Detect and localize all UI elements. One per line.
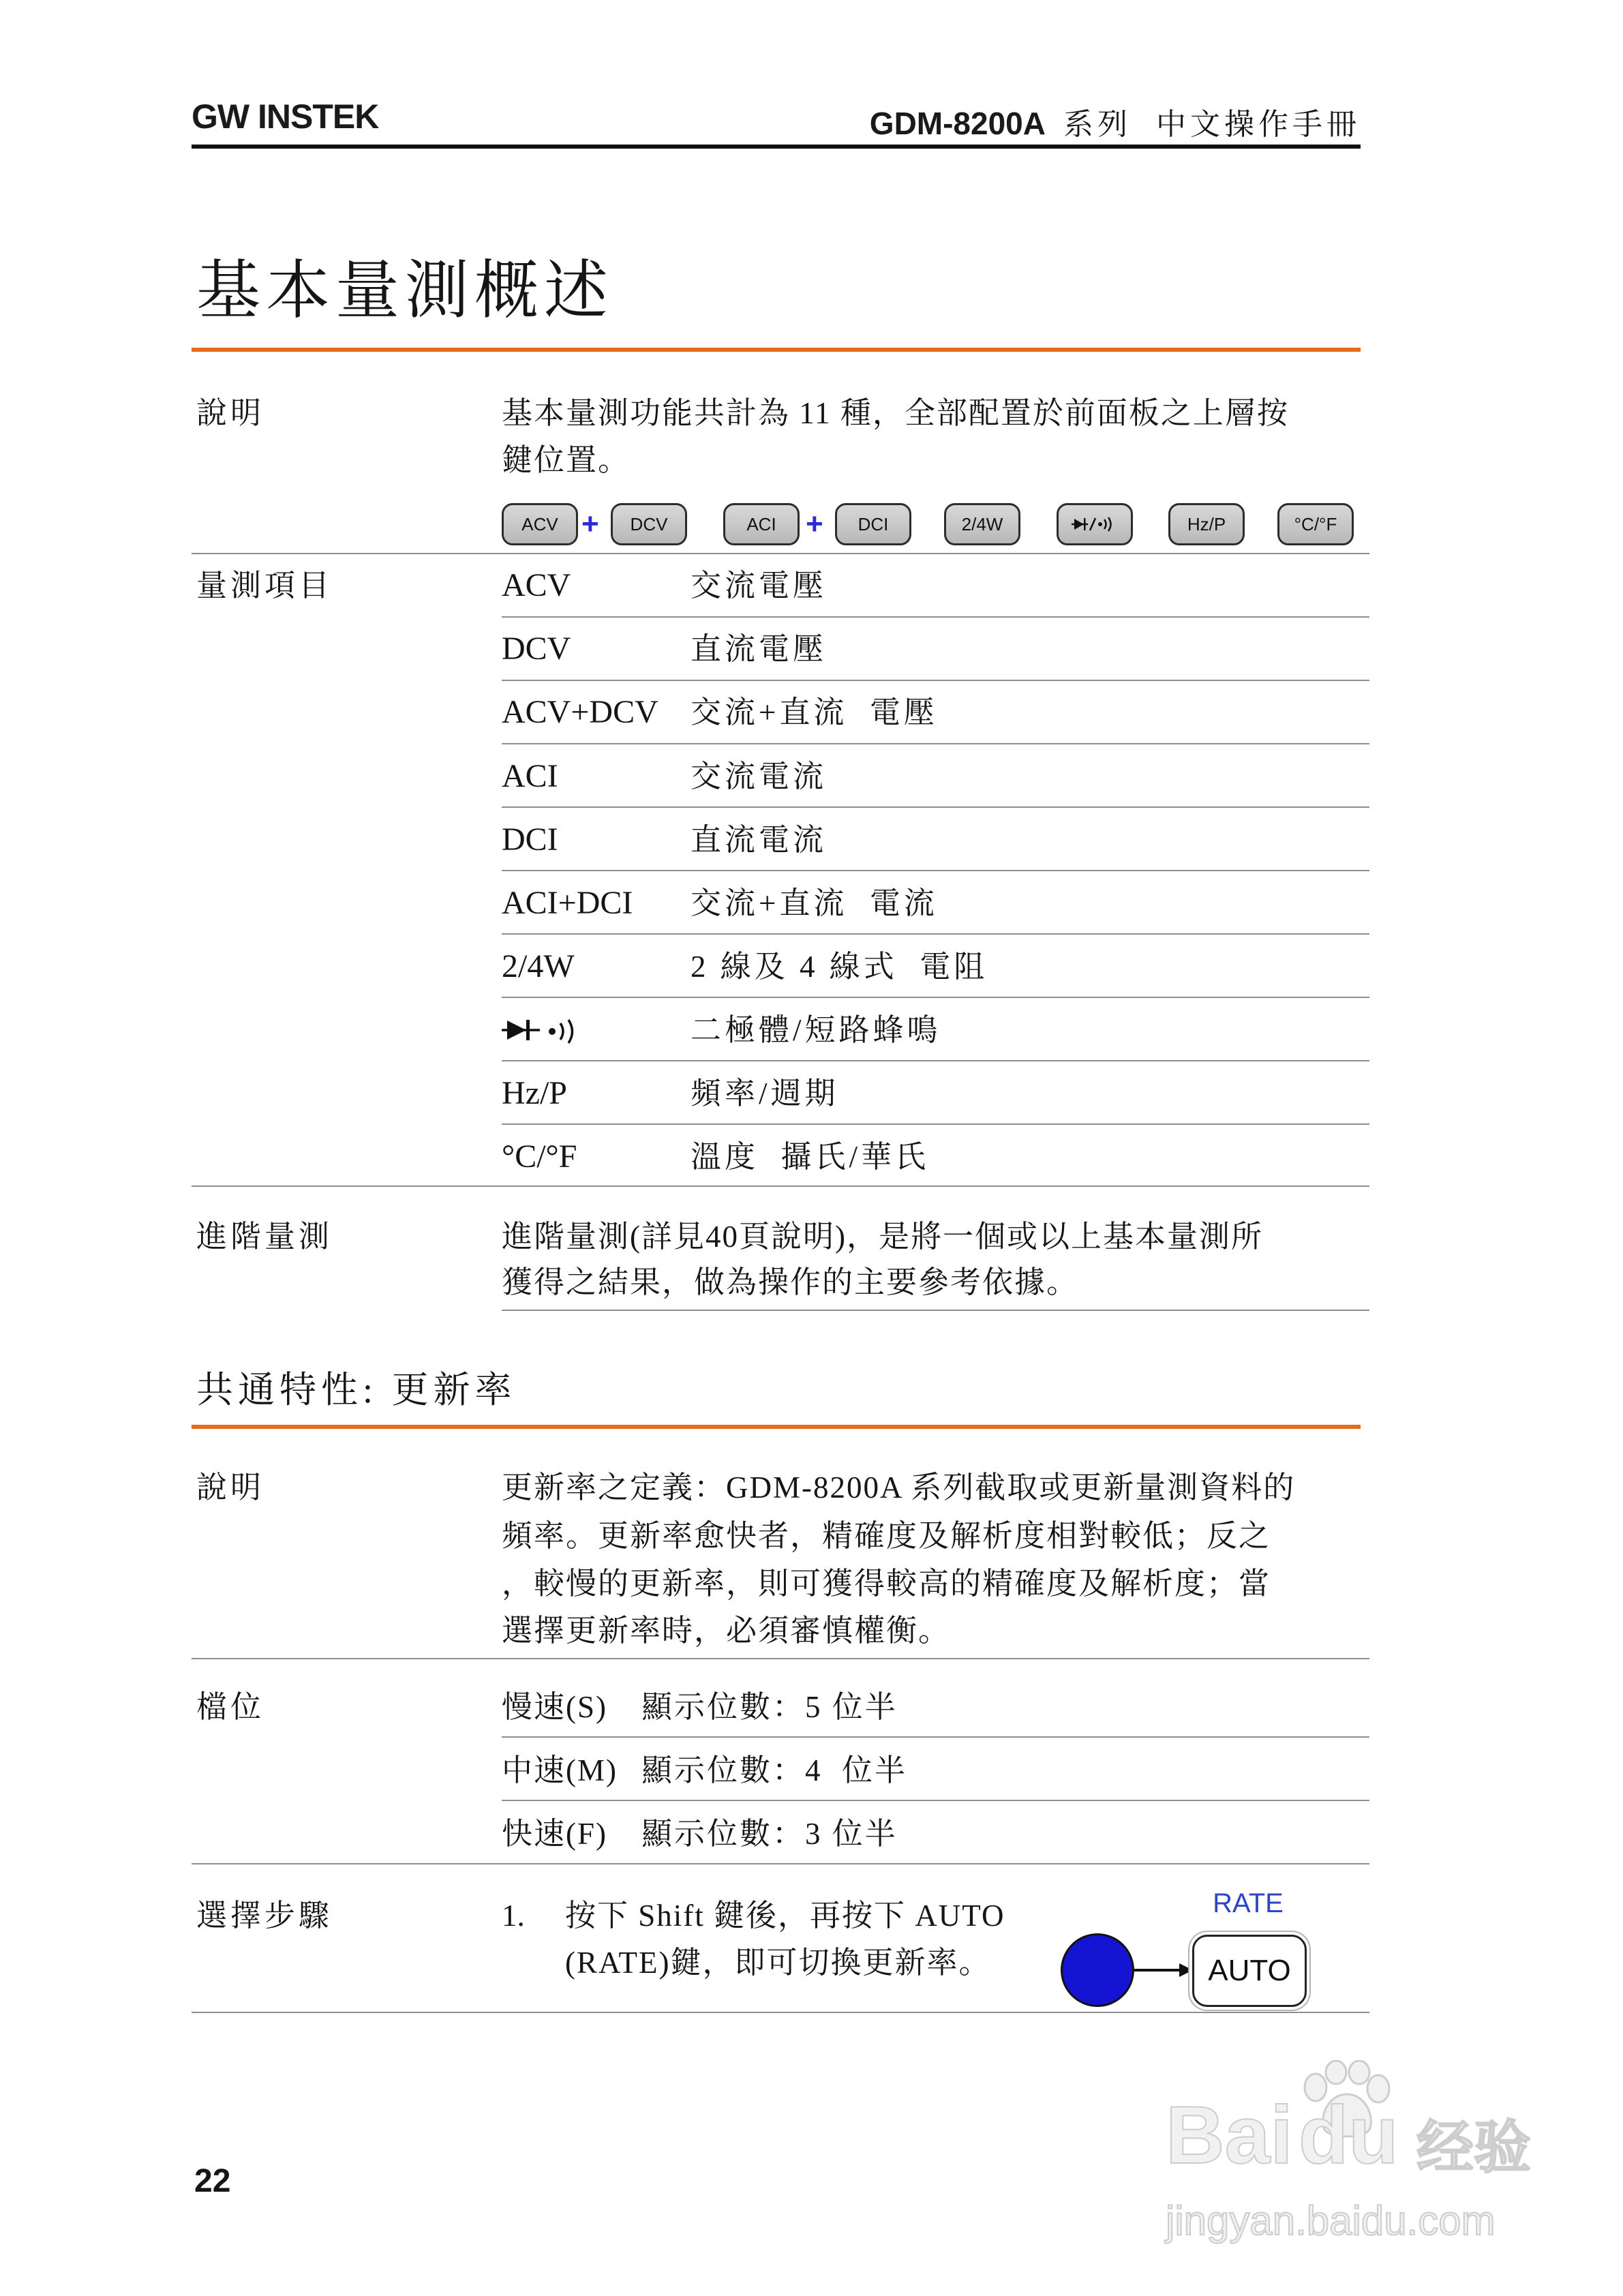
title-underline bbox=[192, 348, 1361, 352]
divider bbox=[192, 2012, 1369, 2013]
divider bbox=[192, 1863, 1369, 1864]
divider bbox=[502, 1800, 1369, 1801]
key-dci: DCI bbox=[835, 503, 911, 545]
item-name: 2/4W bbox=[502, 948, 575, 984]
setting-digits: 顯示位數：3 位半 bbox=[641, 1817, 898, 1851]
rate-description-label: 說明 bbox=[196, 1470, 265, 1505]
page-number: 22 bbox=[194, 2163, 231, 2199]
divider bbox=[502, 870, 1369, 871]
rate-description-line: 選擇更新率時，必須審慎權衡。 bbox=[502, 1614, 951, 1648]
diode-continuity-icon bbox=[502, 1015, 594, 1045]
item-desc: 交流電壓 bbox=[691, 569, 828, 603]
divider bbox=[502, 616, 1369, 618]
rate-description-line: 頻率。更新率愈快者，精確度及解析度相對較低；反之 bbox=[502, 1519, 1271, 1553]
divider bbox=[502, 1736, 1369, 1738]
setting-digits: 顯示位數：4 位半 bbox=[641, 1753, 908, 1787]
key-2-4w: 2/4W bbox=[944, 503, 1020, 545]
divider bbox=[192, 553, 1369, 554]
item-desc: 頻率/週期 bbox=[691, 1076, 839, 1111]
watermark-url: jingyan.baidu.com bbox=[1166, 2198, 1496, 2244]
divider bbox=[502, 1123, 1369, 1125]
key-plus: + bbox=[581, 507, 599, 541]
header-divider bbox=[192, 145, 1361, 149]
divider bbox=[502, 743, 1369, 744]
page-title: 基本量測概述 bbox=[196, 256, 614, 327]
item-name: ACV bbox=[502, 567, 571, 603]
item-desc: 2 線及 4 線式 電阻 bbox=[691, 950, 988, 984]
item-name: Hz/P bbox=[502, 1075, 567, 1111]
divider bbox=[502, 680, 1369, 681]
item-name: ACI bbox=[502, 758, 558, 794]
step-number: 1. bbox=[502, 1899, 525, 1933]
advanced-label: 進階量測 bbox=[196, 1220, 333, 1254]
setting-speed: 快速(F) bbox=[502, 1817, 607, 1851]
arrow-right-icon bbox=[1134, 1957, 1194, 1984]
item-name: ACV+DCV bbox=[502, 694, 658, 730]
item-desc: 交流電流 bbox=[691, 759, 828, 794]
key-diode-continuity bbox=[1057, 503, 1133, 545]
key-plus: + bbox=[806, 507, 823, 541]
step-line: 按下 Shift 鍵後，再按下 AUTO bbox=[565, 1899, 1005, 1933]
item-name: DCV bbox=[502, 631, 571, 667]
key-acv: ACV bbox=[502, 503, 578, 545]
header-series: 系列 bbox=[1063, 108, 1132, 141]
item-name: DCI bbox=[502, 821, 558, 858]
key-hz-p: Hz/P bbox=[1168, 503, 1245, 545]
divider bbox=[502, 806, 1369, 808]
header-model: GDM-8200A bbox=[869, 106, 1046, 141]
key-dcv: DCV bbox=[611, 503, 687, 545]
rate-description-line: 更新率之定義：GDM-8200A 系列截取或更新量測資料的 bbox=[502, 1470, 1296, 1505]
rate-label: RATE bbox=[1213, 1888, 1284, 1918]
watermark-brand: Bai bbox=[1166, 2089, 1293, 2181]
setting-speed: 中速(M) bbox=[502, 1753, 618, 1787]
items-label: 量測項目 bbox=[196, 569, 333, 603]
item-desc: 二極體/短路蜂鳴 bbox=[691, 1013, 941, 1047]
item-desc: 直流電壓 bbox=[691, 632, 828, 666]
key-temperature: °C/°F bbox=[1277, 503, 1354, 545]
item-desc: 直流電流 bbox=[691, 823, 828, 857]
steps-label: 選擇步驟 bbox=[196, 1899, 333, 1933]
description-label: 說明 bbox=[196, 396, 265, 430]
step-line: (RATE)鍵，即可切換更新率。 bbox=[565, 1946, 991, 1980]
setting-speed: 慢速(S) bbox=[502, 1690, 607, 1724]
advanced-line: 獲得之結果，做為操作的主要參考依據。 bbox=[502, 1265, 1079, 1299]
divider bbox=[192, 1185, 1369, 1187]
item-desc: 溫度 攝氏/華氏 bbox=[691, 1140, 930, 1174]
advanced-line: 進階量測(詳見40頁說明)，是將一個或以上基本量測所 bbox=[502, 1220, 1263, 1254]
setting-digits: 顯示位數：5 位半 bbox=[641, 1690, 898, 1724]
rate-description-line: ，較慢的更新率，則可獲得較高的精確度及解析度；當 bbox=[502, 1567, 1271, 1601]
settings-label: 檔位 bbox=[196, 1690, 265, 1724]
divider bbox=[502, 933, 1369, 935]
brand-logo: GW INSTEK bbox=[192, 97, 379, 136]
shift-key-icon bbox=[1061, 1933, 1134, 2007]
section-underline bbox=[192, 1425, 1361, 1429]
section-title: 共通特性: 更新率 bbox=[196, 1370, 517, 1410]
item-desc: 交流+直流 電流 bbox=[691, 886, 938, 920]
diode-continuity-icon bbox=[1070, 515, 1119, 534]
auto-key: AUTO bbox=[1192, 1935, 1307, 2007]
item-desc: 交流+直流 電壓 bbox=[691, 695, 938, 729]
divider bbox=[502, 997, 1369, 998]
key-aci: ACI bbox=[723, 503, 800, 545]
watermark-brand: du bbox=[1299, 2089, 1399, 2181]
item-name: ACI+DCI bbox=[502, 885, 633, 921]
watermark-brand-cn: 经验 bbox=[1416, 2115, 1532, 2179]
divider bbox=[192, 1658, 1369, 1659]
item-name: °C/°F bbox=[502, 1138, 577, 1175]
header-manual-title: 中文操作手冊 bbox=[1156, 108, 1361, 141]
description-line: 鍵位置。 bbox=[502, 443, 631, 477]
divider bbox=[502, 1310, 1369, 1311]
description-line: 基本量測功能共計為 11 種，全部配置於前面板之上層按 bbox=[502, 396, 1289, 430]
divider bbox=[502, 1060, 1369, 1061]
running-header bbox=[870, 100, 1361, 140]
